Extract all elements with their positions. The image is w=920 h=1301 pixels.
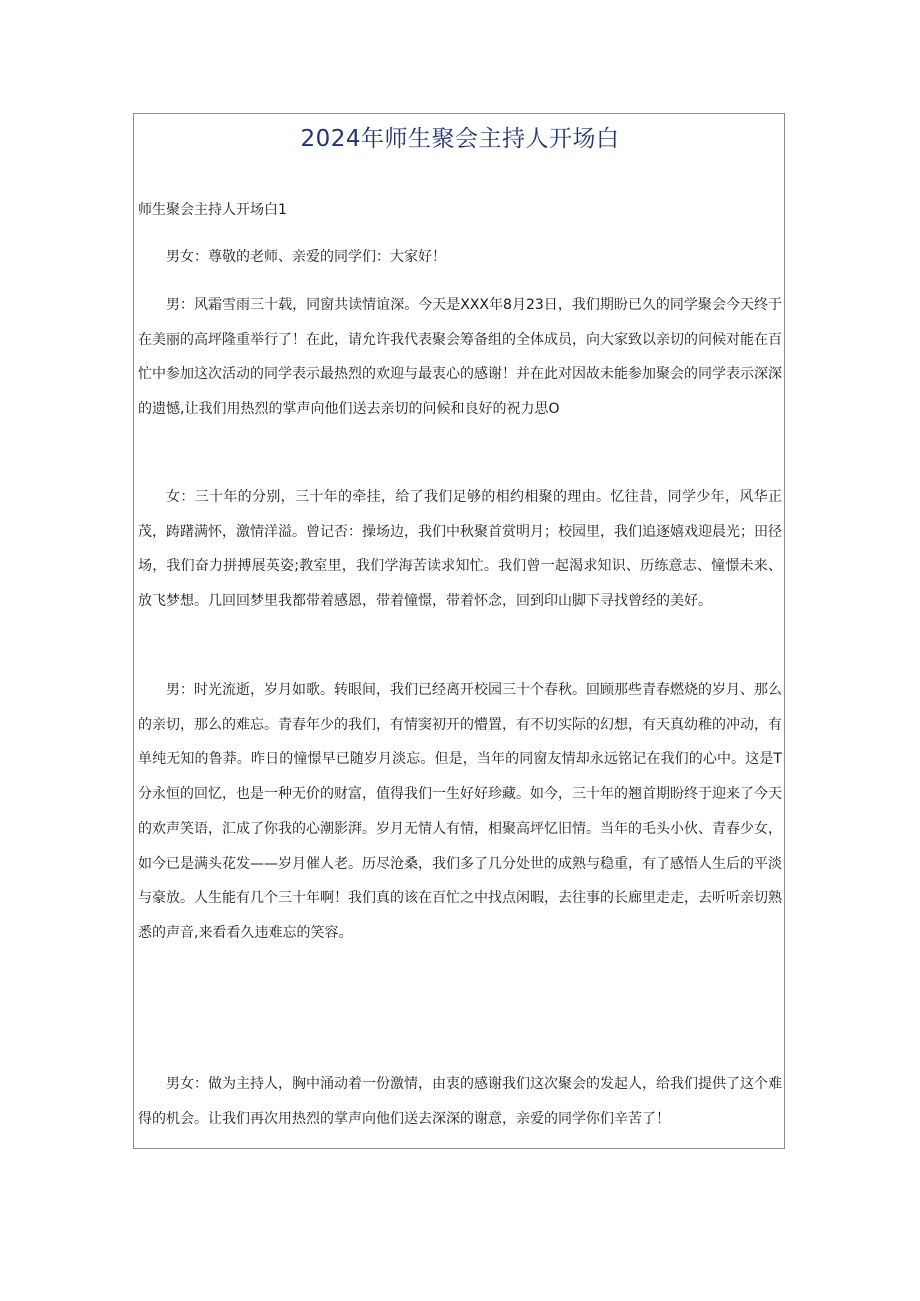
paragraph-greeting: 男女：尊敬的老师、亲爱的同学们：大家好！ — [166, 249, 446, 265]
document-title: 2024年师生聚会主持人开场白 — [300, 126, 620, 152]
paragraph-female-memories: 女：三十年的分别，三十年的牵挂，给了我们足够的相约相聚的理由。忆往昔，同学少年，风华正茂，踌躇满怀，激情洋溢。曾记否：操场边，我们中秋聚首赏明月；校园里，我们追逐嬉戏迎晨光；田径场，我们奋力拼搏展英姿;教室里，我们学海苦读求知忙。我们曾一起渴求知识、历练意志、憧憬未来、放飞梦想。几回回梦里我都带着感恩，带着憧憬，带着怀念，回到印山脚下寻找曾经的美好。 — [138, 489, 782, 610]
paragraph-male-welcome: 男：风霜雪雨三十载，同窗共读情谊深。今天是XXX年8月23日，我们期盼已久的同学聚会今天终于在美丽的高坪隆重举行了！在此，请允许我代表聚会筹备组的全体成员，向大家致以亲切的问候对能在百忙中参加这次活动的同学表示最热烈的欢迎与最衷心的感谢！并在此对因故未能参加聚会的同学表示深深的遗憾,让我们用热烈的掌声向他们送去亲切的问候和良好的祝力思O — [138, 297, 782, 418]
paragraph-male-reflection: 男：时光流逝，岁月如歌。转眼间，我们已经离开校园三十个春秋。回顾那些青春燃烧的岁月、那么的亲切，那么的难忘。青春年少的我们，有情窦初开的懵置，有不切实际的幻想，有天真幼稚的冲动，有单纯无知的鲁莽。昨日的憧憬早已随岁月淡忘。但是，当年的同窗友情却永远铭记在我们的心中。这是T分永恒的回忆，也是一种无价的财富，值得我们一生好好珍藏。如今，三十年的翘首期盼终于迎来了今天的欢声笑语，汇成了你我的心潮影湃。岁月无情人有情，相聚高坪忆旧情。当年的毛头小伙、青春少女，如今已是满头花发——岁月催人老。历尽沧桑，我们多了几分处世的成熟与稳重，有了感悟人生后的平淡与豪放。人生能有几个三十年啊！我们真的该在百忙之中找点闲暇，去往事的长廊里走走，去听听亲切熟悉的声音,来看看久违难忘的笑容。 — [138, 682, 782, 941]
paragraph-host-thanks: 男女：做为主持人，胸中涌动着一份激情，由衷的感谢我们这次聚会的发起人，给我们提供了这个难得的机会。让我们再次用热烈的掌声向他们送去深深的谢意，亲爱的同学你们辛苦了！ — [138, 1076, 782, 1127]
section-heading: 师生聚会主持人开场白1 — [138, 202, 287, 218]
